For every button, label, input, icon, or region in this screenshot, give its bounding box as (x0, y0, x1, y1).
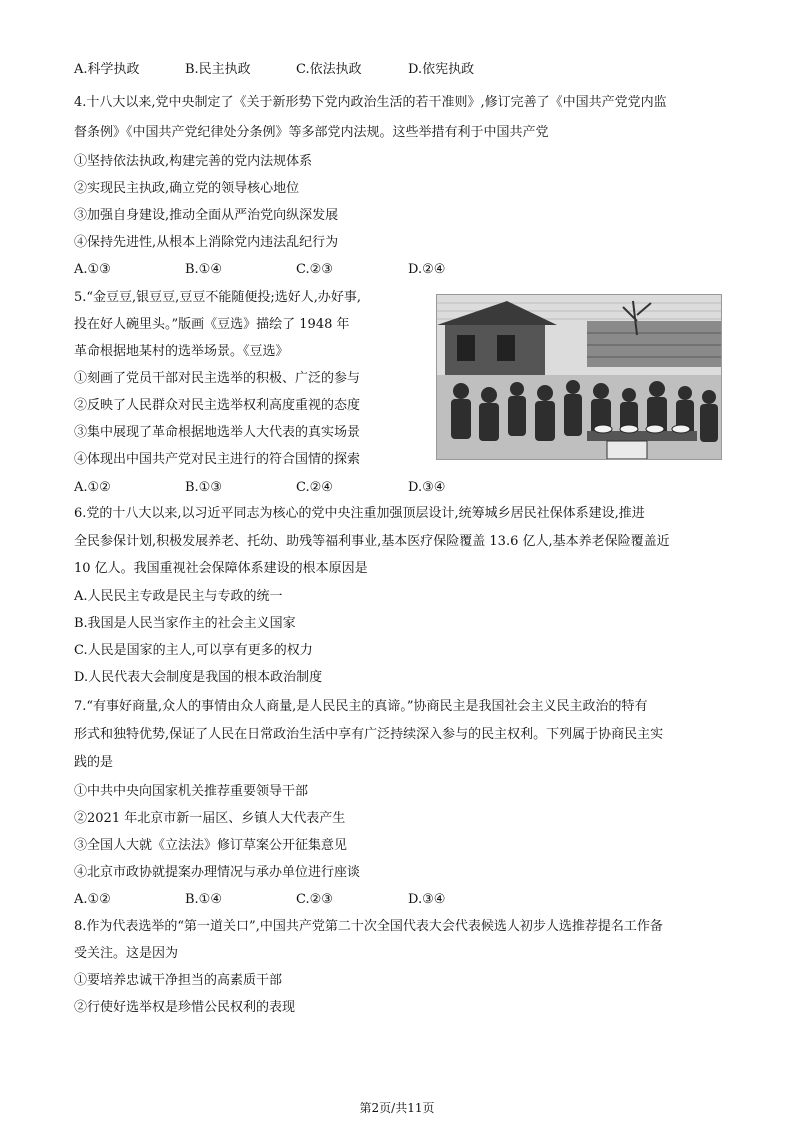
q4-stem-line: 督条例》《中国共产党纪律处分条例》等多部党内法规。这些举措有利于中国共产党 (74, 125, 549, 140)
q3-option-c[interactable]: C.依法执政 (296, 62, 362, 77)
q5-item: ③集中展现了革命根据地选举人大代表的真实场景 (74, 425, 361, 440)
q7-option-b[interactable]: B.①④ (185, 892, 222, 907)
q8-stem-line: 受关注。这是因为 (74, 946, 179, 961)
q3-option-a[interactable]: A.科学执政 (74, 62, 140, 77)
q3-option-b[interactable]: B.民主执政 (185, 62, 251, 77)
woodcut-illustration (437, 295, 721, 459)
q6-option-d[interactable]: D.人民代表大会制度是我国的根本政治制度 (74, 670, 323, 685)
q7-item: ①中共中央向国家机关推荐重要领导干部 (74, 784, 309, 799)
q4-option-b[interactable]: B.①④ (185, 262, 222, 277)
q8-item: ②行使好选举权是珍惜公民权利的表现 (74, 1000, 296, 1015)
q5-item: ②反映了人民群众对民主选举权利高度重视的态度 (74, 398, 361, 413)
q4-option-a[interactable]: A.①③ (74, 262, 111, 277)
q4-item: ④保持先进性,从根本上消除党内违法乱纪行为 (74, 235, 339, 250)
q5-option-b[interactable]: B.①③ (185, 480, 222, 495)
q7-stem-line: 形式和独特优势,保证了人民在日常政治生活中享有广泛持续深入参与的民主权利。下列属于协商民主实 (74, 727, 664, 742)
woodcut-print-image (436, 294, 722, 460)
q6-stem-line: 6.党的十八大以来,以习近平同志为核心的党中央注重加强顶层设计,统筹城乡居民社保体系建设,推进 (74, 506, 645, 521)
q7-stem-line: 7.“有事好商量,众人的事情由众人商量,是人民民主的真谛。”协商民主是我国社会主义民主政治的特有 (74, 699, 648, 714)
q6-option-b[interactable]: B.我国是人民当家作主的社会主义国家 (74, 616, 296, 631)
q5-item: ④体现出中国共产党对民主进行的符合国情的探索 (74, 452, 361, 467)
q4-option-d[interactable]: D.②④ (408, 262, 446, 277)
q8-stem-line: 8.作为代表选举的“第一道关口”,中国共产党第二十次全国代表大会代表候选人初步人选推荐提名工作备 (74, 919, 663, 934)
q4-stem-line: 4.十八大以来,党中央制定了《关于新形势下党内政治生活的若干准则》,修订完善了《中国共产党党内监 (74, 95, 667, 110)
q7-option-c[interactable]: C.②③ (296, 892, 333, 907)
q6-option-c[interactable]: C.人民是国家的主人,可以享有更多的权力 (74, 643, 313, 658)
q7-item: ②2021 年北京市新一届区、乡镇人大代表产生 (74, 811, 346, 826)
q7-option-a[interactable]: A.①② (74, 892, 111, 907)
q5-option-d[interactable]: D.③④ (408, 480, 446, 495)
q7-item: ③全国人大就《立法法》修订草案公开征集意见 (74, 838, 348, 853)
q4-item: ③加强自身建设,推动全面从严治党向纵深发展 (74, 208, 339, 223)
q6-stem-line: 10 亿人。我国重视社会保障体系建设的根本原因是 (74, 561, 368, 576)
page-number: 第2页/共11页 (359, 1101, 435, 1115)
q6-option-a[interactable]: A.人民民主专政是民主与专政的统一 (74, 589, 283, 604)
q5-stem-line: 投在好人碗里头。”版画《豆选》描绘了 1948 年 (74, 317, 350, 332)
q8-item: ①要培养忠诚干净担当的高素质干部 (74, 973, 283, 988)
q7-item: ④北京市政协就提案办理情况与承办单位进行座谈 (74, 865, 361, 880)
q5-item: ①刻画了党员干部对民主选举的积极、广泛的参与 (74, 371, 361, 386)
q5-option-c[interactable]: C.②④ (296, 480, 333, 495)
q6-stem-line: 全民参保计划,积极发展养老、托幼、助残等福利事业,基本医疗保险覆盖 13.6 亿人,基本养老保险覆盖近 (74, 534, 670, 549)
q7-stem-line: 践的是 (74, 755, 114, 770)
q4-item: ①坚持依法执政,构建完善的党内法规体系 (74, 154, 313, 169)
q5-option-a[interactable]: A.①② (74, 480, 111, 495)
q5-stem-line: 革命根据地某村的选举场景。《豆选》 (74, 344, 289, 359)
q7-option-d[interactable]: D.③④ (408, 892, 446, 907)
q4-item: ②实现民主执政,确立党的领导核心地位 (74, 181, 300, 196)
q3-option-d[interactable]: D.依宪执政 (408, 62, 475, 77)
q4-option-c[interactable]: C.②③ (296, 262, 333, 277)
q5-stem-line: 5.“金豆豆,银豆豆,豆豆不能随便投;选好人,办好事, (74, 290, 361, 305)
